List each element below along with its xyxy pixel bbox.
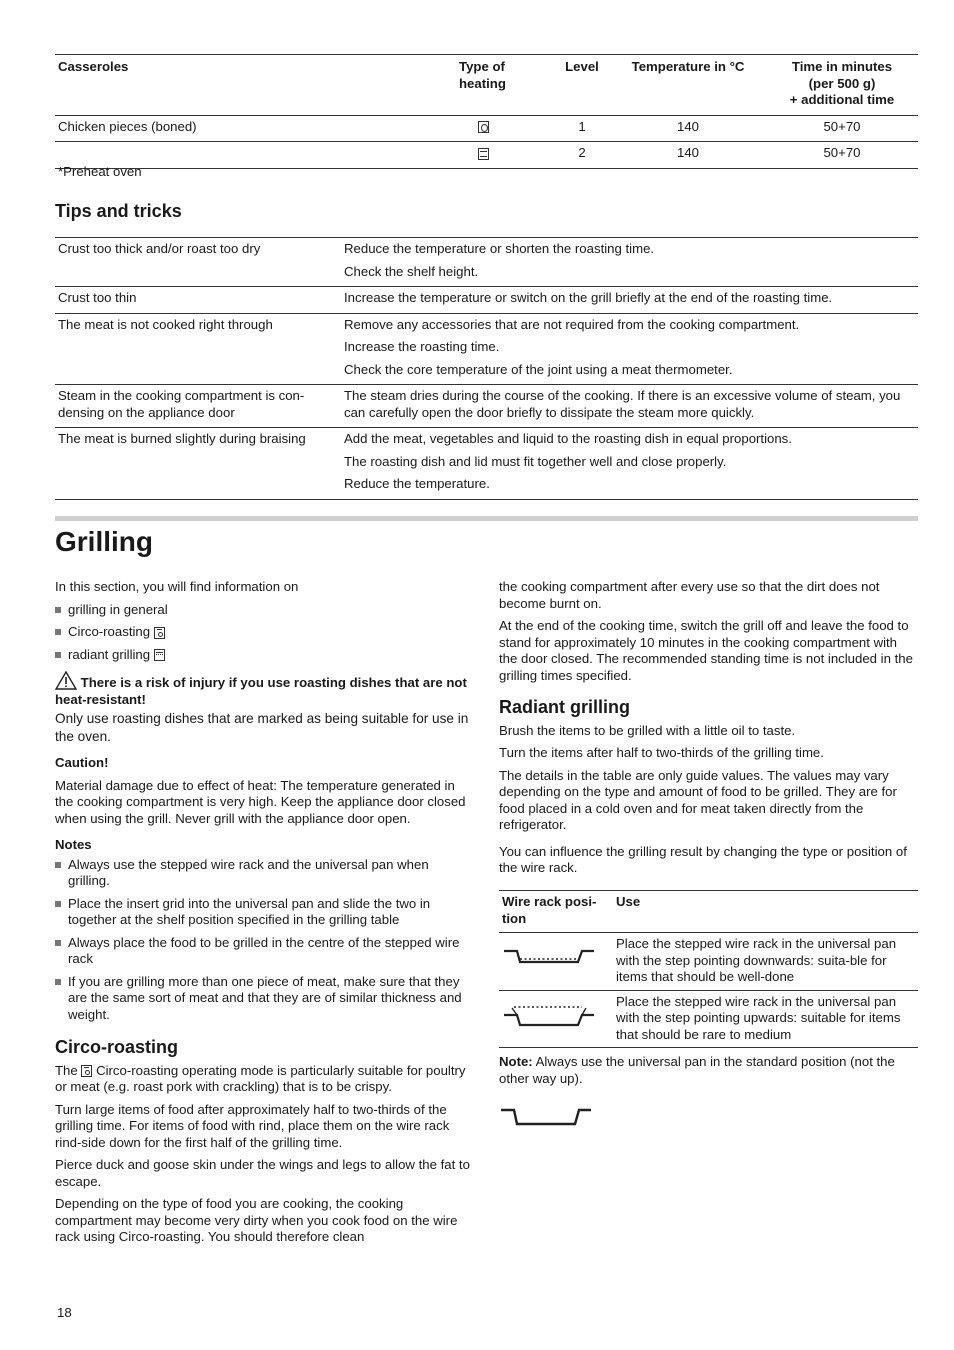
circo-paragraph: The Circo-roasting operating mode is particularly suitable for poultry or meat (e.g. roast pork with crackling) that is to be crispy. — [55, 1062, 466, 1095]
list-item: Always use the stepped wire rack and the universal pan when grilling. — [55, 857, 470, 890]
casseroles-table — [55, 54, 918, 169]
level-value: 2 — [578, 145, 586, 160]
radiant-grilling-icon — [154, 649, 165, 661]
radiant-heading: Radiant grilling — [499, 697, 631, 717]
dish-name: Chicken pieces (boned) — [58, 118, 197, 134]
rack-use-text: Place the stepped wire rack in the universal pan with the step pointing upwards: suitable for items that should be rare to medium — [616, 993, 901, 1042]
right-column — [499, 579, 918, 877]
table-row — [55, 142, 918, 169]
circo-paragraph: Pierce duck and goose skin under the wings and legs to allow the fat to escape. — [55, 1157, 470, 1189]
header-casseroles: Casseroles — [58, 59, 129, 74]
time-value: 50+70 — [823, 118, 861, 134]
note: Note: Always use the universal pan in the standard position (not the other way up). — [499, 1054, 895, 1086]
list-item: radiant grilling — [55, 647, 470, 664]
section-title: Grilling — [55, 526, 153, 557]
rack-use-text: Place the stepped wire rack in the universal pan with the step pointing downwards: suita-ble for items that should be well-done — [616, 936, 897, 984]
circo-paragraph: the cooking compartment after every use so that the dirt does not become burnt on. — [499, 579, 880, 611]
tips-heading: Tips and tricks — [55, 201, 182, 221]
fan-grill-icon — [478, 121, 489, 133]
header-level: Level — [565, 59, 599, 74]
caution-label: Caution! — [55, 755, 109, 771]
universal-pan-icon — [499, 1106, 593, 1128]
list-item: grilling in general — [55, 602, 470, 619]
section-divider — [55, 516, 918, 521]
remedy-cell: Remove any accessories that are not required from the cooking compartment. Increase the roasting time. Check the core temperature of the joint using a meat thermometer. — [344, 316, 800, 377]
list-item: Place the insert grid into the universal pan and slide the two in together at the shelf position specified in the grilling table — [55, 896, 470, 929]
conventional-heat-icon — [478, 148, 489, 160]
left-column — [55, 579, 470, 1246]
wire-rack-up-icon — [502, 1003, 596, 1029]
circo-roasting-icon — [154, 627, 165, 639]
page-number: 18 — [57, 1305, 72, 1320]
table-footnote: *Preheat oven — [58, 164, 142, 179]
remedy-cell: The steam dries during the course of the cooking. If there is an excessive volume of steam, you can carefully open the door briefly to dissipate the steam more quickly. — [344, 388, 901, 420]
warning — [55, 671, 470, 708]
intro-text: In this section, you will find information on — [55, 579, 299, 594]
warning-text: Only use roasting dishes that are marked as being suitable for use in the oven. — [55, 711, 469, 744]
time-value: 50+70 — [823, 145, 861, 160]
radiant-paragraph: Turn the items after half to two-thirds of the grilling time. — [499, 745, 824, 760]
table-row — [55, 287, 918, 314]
header-rack-position: Wire rack posi- tion — [502, 894, 597, 926]
circo-heading: Circo-roasting — [55, 1037, 179, 1058]
circo-paragraph: Depending on the type of food you are cooking, the cooking compartment may become very dirty when you cook food on the wire rack using Circo-roasting. You should therefore clean — [55, 1196, 458, 1245]
warning-icon — [55, 671, 77, 690]
notes-label: Notes — [55, 837, 92, 853]
problem-cell: Crust too thin — [58, 290, 137, 305]
tips-table — [55, 237, 918, 500]
problem-cell: Steam in the cooking compartment is con-densing on the appliance door — [58, 388, 305, 420]
remedy-cell: Increase the temperature or switch on the grill briefly at the end of the roasting time. — [344, 290, 833, 305]
radiant-paragraph: Brush the items to be grilled with a little oil to taste. — [499, 722, 796, 738]
list-item: Circo-roasting — [55, 624, 470, 641]
remedy-cell: Add the meat, vegetables and liquid to the roasting dish in equal proportions. The roasting dish and lid must fit together well and close properly. Reduce the temperature. — [344, 431, 792, 491]
table-row — [55, 115, 918, 142]
problem-cell: The meat is burned slightly during braising — [58, 431, 306, 446]
circo-paragraph: Turn large items of food after approximately half to two-thirds of the grilling time. For items of food with rind, place them on the wire rack rind-side down for the first half of the grilling time. — [55, 1101, 450, 1150]
radiant-paragraph: The details in the table are only guide values. The values may vary depending on the type and amount of food to be grilled. They are for food placed in a cold oven and for meat taken directly from the refrigerator. — [499, 767, 897, 832]
table-row — [55, 428, 918, 500]
header-use: Use — [616, 894, 641, 909]
level-value: 1 — [578, 118, 586, 134]
remedy-cell: Reduce the temperature or shorten the roasting time. Check the shelf height. — [344, 241, 655, 279]
list-item: Always place the food to be grilled in the centre of the stepped wire rack — [55, 935, 470, 968]
temperature-value: 140 — [676, 118, 699, 134]
header-time: Time in minutes (per 500 g) + additional time — [789, 59, 895, 107]
warning-title: There is a risk of injury if you use roasting dishes that are not heat-resistant! — [55, 675, 467, 707]
table-row — [55, 313, 918, 385]
table-row — [499, 933, 918, 991]
table-row — [55, 238, 918, 287]
wire-rack-table — [499, 890, 918, 1048]
radiant-paragraph: You can influence the grilling result by changing the type or position of the wire rack. — [499, 843, 907, 875]
list-item: If you are grilling more than one piece of meat, make sure that they are the same sort of meat and that they are of similar thickness and weight. — [55, 974, 470, 1024]
temperature-value: 140 — [676, 145, 699, 160]
table-row — [499, 990, 918, 1048]
header-temperature: Temperature in °C — [631, 59, 745, 74]
problem-cell: Crust too thick and/or roast too dry — [58, 241, 261, 256]
wire-rack-down-icon — [502, 948, 596, 970]
table-row — [55, 385, 918, 428]
caution-text: Material damage due to effect of heat: The temperature generated in the cooking compartment is very high. Keep the appliance door closed when using the grill. Never grill with the appliance door open. — [55, 777, 466, 826]
problem-cell: The meat is not cooked right through — [58, 316, 273, 332]
circo-roasting-icon — [81, 1065, 92, 1077]
circo-paragraph: At the end of the cooking time, switch the grill off and leave the food to stand for approximately 10 minutes in the cooking compartment with the door closed. The recommended standing time is not included in the grilling times specified. — [499, 618, 913, 683]
header-type-of-heating: Type of heating — [459, 59, 506, 91]
